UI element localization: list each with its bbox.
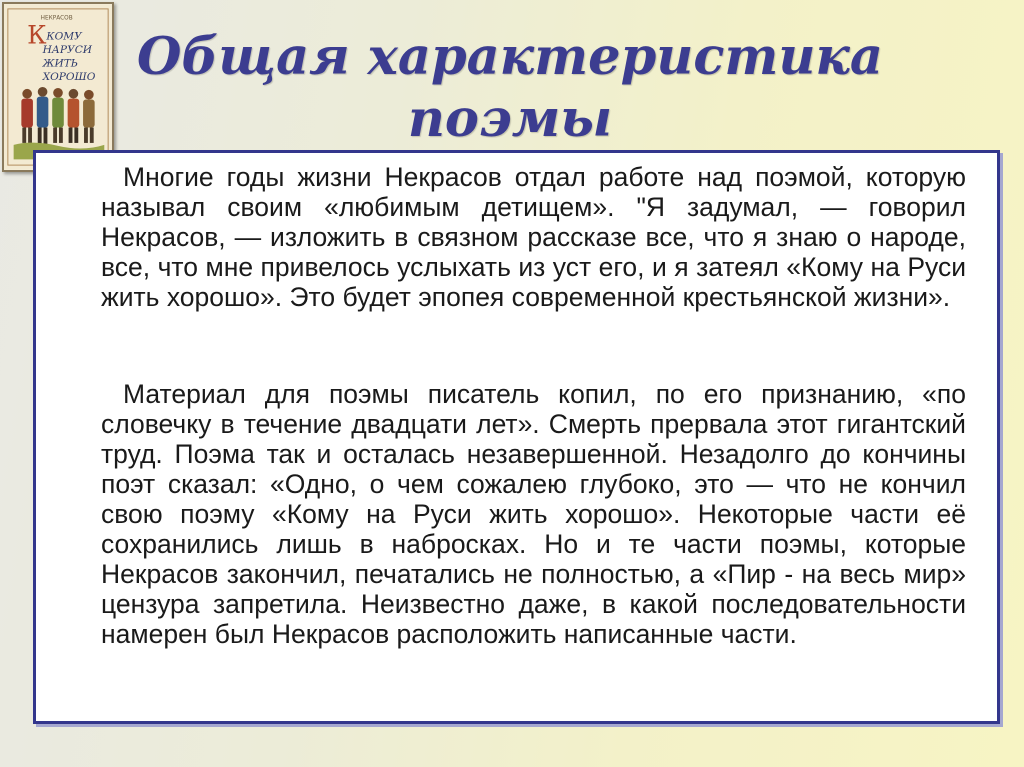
book-cover-image [2, 2, 114, 172]
book-small-caption: НЕКРАСОВ [40, 15, 73, 22]
book-line-4: ЖИТЬ [42, 57, 78, 70]
paragraph-1: Многие годы жизни Некрасов отдал работе над поэмой, которую называл своим «любимым детищем». "Я задумал, — говорил Некрасов, — изложить в связном рассказе все, что я знаю о народе, все, что мне привелось услыхать из уст его, и я затеял «Кому на Руси жить хорошо». Это будет эпопея современной крестьянской жизни». [101, 162, 966, 312]
book-line-3: РУСИ [59, 44, 93, 57]
book-line-2: НА [42, 44, 60, 57]
peasants-illustration [14, 87, 105, 159]
paragraph-2: Материал для поэмы писатель копил, по его признанию, «по словечку в течение двадцати лет». Смерть прервала этот гигантский труд. Поэма так и осталась незавершенной. Незадолго до кончины поэт сказал: «Одно, о чем сожалею глубоко, это — что не кончил свою поэму «Кому на Руси жить хорошо». Некоторые части её сохранились лишь в набросках. Но и те части поэмы, которые Некрасов закончил, печатались не полностью, а «Пир - на весь мир» цензура запретила. Неизвестно даже, в какой последовательности намерен был Некрасов расположить написанные части. [101, 379, 966, 649]
text-frame [33, 150, 1000, 724]
book-line-5: ХОРОШО [42, 71, 96, 84]
slide-title: Общая характеристика поэмы [137, 27, 883, 149]
book-line-1: КОМУ [46, 30, 82, 43]
svg-text:К: К [27, 20, 47, 50]
